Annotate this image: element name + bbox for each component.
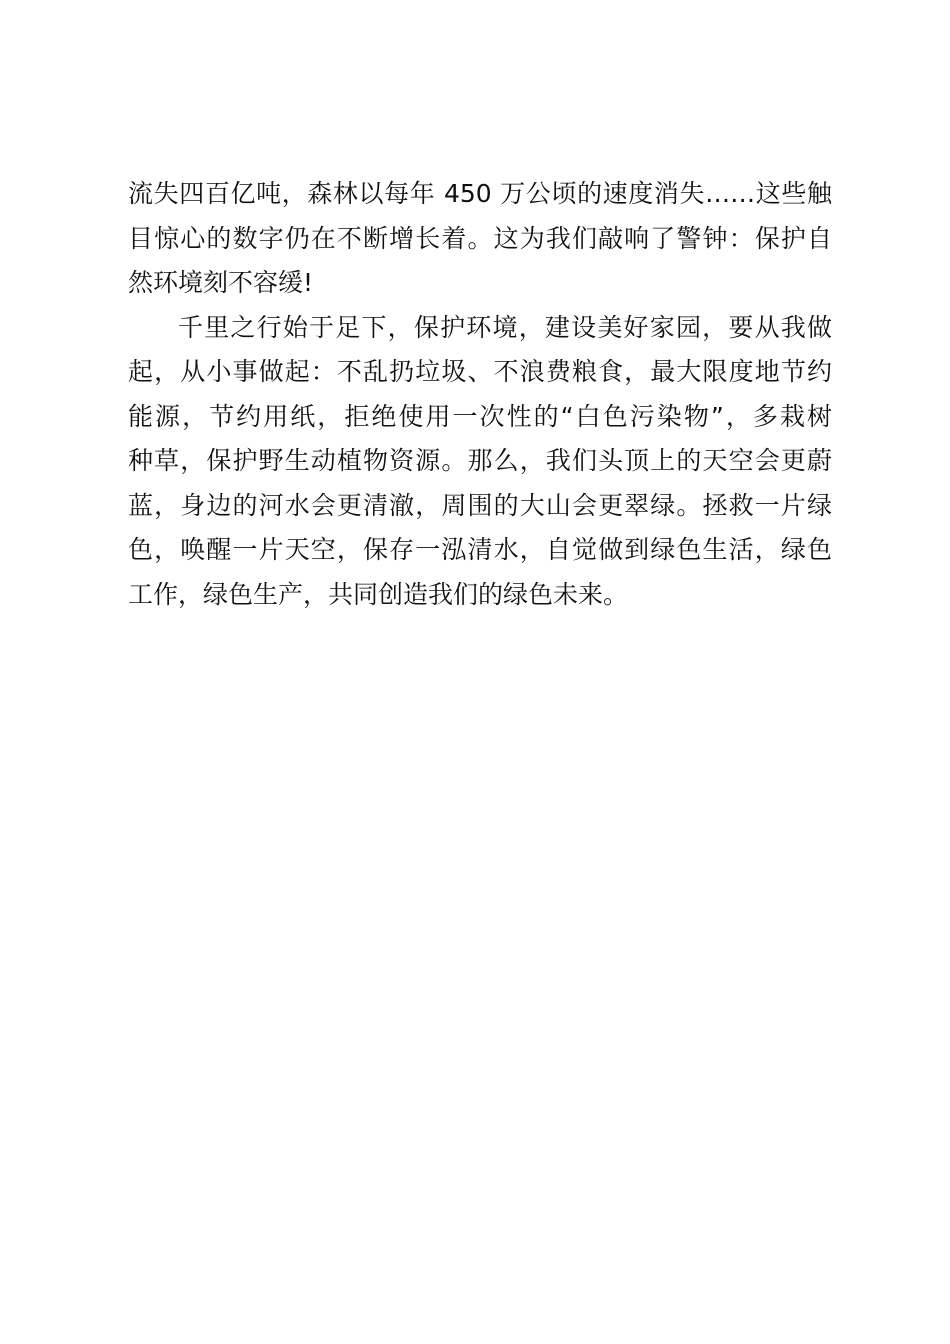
paragraph-1-line-1: 流失四百亿吨，森林以每年 450 万公顷的速度消失……这些触 xyxy=(128,179,832,208)
paragraph-2-line-2: 起，从小事做起：不乱扔垃圾、不浪费粮食，最大限度地节约 xyxy=(128,357,832,386)
paragraph-2-line-7: 工作，绿色生产，共同创造我们的绿色未来。 xyxy=(128,579,629,609)
paragraph-1-line-3: 然环境刻不容缓! xyxy=(128,268,314,297)
paragraph-2-line-5: 蓝，身边的河水会更清澈，周围的大山会更翠绿。拯救一片绿 xyxy=(128,490,832,520)
paragraph-2-line-4: 种草，保护野生动植物资源。那么，我们头顶上的天空会更蔚 xyxy=(128,446,832,475)
paragraph-2-line-3: 能源，节约用纸，拒绝使用一次性的“白色污染物”，多栽树 xyxy=(128,401,832,431)
paragraph-1-line-2: 目惊心的数字仍在不断增长着。这为我们敲响了警钟：保护自 xyxy=(128,223,832,253)
paragraph-2-line-1: 千里之行始于足下，保护环境，建设美好家园，要从我做 xyxy=(178,312,832,342)
paragraph-2-line-6: 色，唤醒一片天空，保存一泓清水，自觉做到绿色生活，绿色 xyxy=(128,535,832,564)
document-body xyxy=(128,172,832,617)
